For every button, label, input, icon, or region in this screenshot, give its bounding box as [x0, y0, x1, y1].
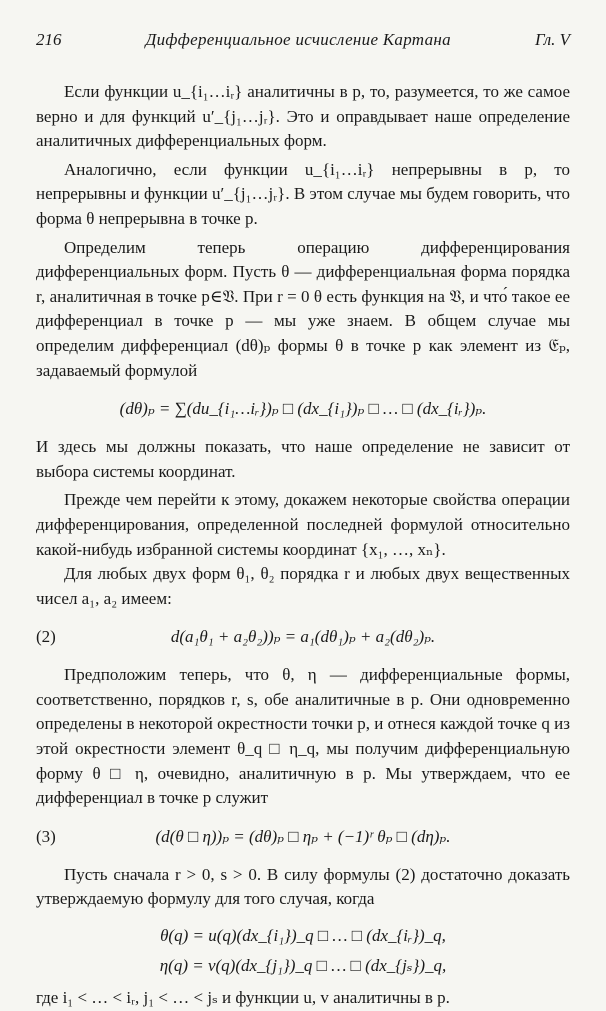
equation-2-number: (2) — [36, 627, 56, 647]
chapter-label: Гл. V — [534, 30, 570, 49]
equation-3-number: (3) — [36, 826, 56, 846]
paragraph-7: Предположим теперь, что θ, η — дифференциальные формы, соответственно, порядков r, s, обе аналитичные в p. Они одновременно определены в некоторой окрестности точки p, и отнеся каждой точке q из этой окрестности элемент θ_q □ η_q, мы получим дифференциальную форму θ □ η, очевидно, аналитичную в p. Мы утверждаем, что ее дифференциал в точке p служит — [36, 665, 570, 808]
paragraph-4: И здесь мы должны показать, что наше определение не зависит от выбора системы координат. — [36, 437, 570, 481]
equation-1-text: (dθ)ₚ = ∑(du_{i₁…iᵣ})ₚ □ (dx_{i₁})ₚ □ … □ (dx_{iᵣ})ₚ. — [119, 399, 487, 419]
equation-2-text: d(a₁θ₁ + a₂θ₂))ₚ = a₁(dθ₁)ₚ + a₂(dθ₂)ₚ. — [170, 627, 436, 647]
running-title: Дифференциальное исчисление Картана — [145, 30, 451, 49]
equation-eta — [36, 954, 570, 978]
running-header — [36, 30, 570, 50]
paragraph-6: Для любых двух форм θ₁, θ₂ порядка r и любых двух вещественных чисел a₁, a₂ имеем: — [36, 564, 570, 608]
page-number: 216 — [36, 30, 62, 49]
paragraph-8: Пусть сначала r > 0, s > 0. В силу формулы (2) достаточно доказать утверждаемую формулу для того случая, когда — [36, 864, 570, 909]
equation-3 — [36, 825, 570, 849]
equation-4-text: θ(q) = u(q)(dx_{i₁})_q □ … □ (dx_{iᵣ})_q, — [160, 926, 446, 946]
paragraph-9: где i₁ < … < iᵣ, j₁ < … < jₛ и функции u, v аналитичны в p. — [36, 988, 450, 1008]
equation-5-text: η(q) = v(q)(dx_{j₁})_q □ … □ (dx_{jₛ})_q, — [159, 956, 447, 976]
paragraph-5: Прежде чем перейти к этому, докажем некоторые свойства операции дифференцирования, определенной последней формулой относительно какой-нибудь избранной системы координат {x₁, …, xₙ}. — [36, 490, 570, 559]
equation-3-text: (d(θ □ η))ₚ = (dθ)ₚ □ ηₚ + (−1)ʳ θₚ □ (dη)ₚ. — [155, 826, 451, 846]
paragraph-1: Если функции u_{i₁…iᵣ} аналитичны в p, то, разумеется, то же самое верно и для функций u′_{j₁…jᵣ}. Это и оправдывает наше определение аналитичных дифференциальных форм. — [36, 82, 570, 151]
equation-theta — [36, 924, 570, 948]
paragraph-3: Определим теперь операцию дифференцирования дифференциальных форм. Пусть θ — дифференциальная форма порядка r, аналитичная в точке p∈𝔙. При r = 0 θ есть функция на 𝔙, и что́ такое ее дифференциал в точке p — мы уже знаем. В общем случае мы определим дифференциал (dθ)ₚ формы θ в точке p как элемент из 𝔈ₚ, задаваемый формулой — [36, 237, 570, 380]
equation-differential-definition — [36, 397, 570, 421]
equation-2 — [36, 625, 570, 649]
paragraph-2: Аналогично, если функции u_{i₁…iᵣ} непрерывны в p, то непрерывны и функции u′_{j₁…jᵣ}. В этом случае мы будем говорить, что форма θ непрерывна в точке p. — [36, 159, 570, 228]
